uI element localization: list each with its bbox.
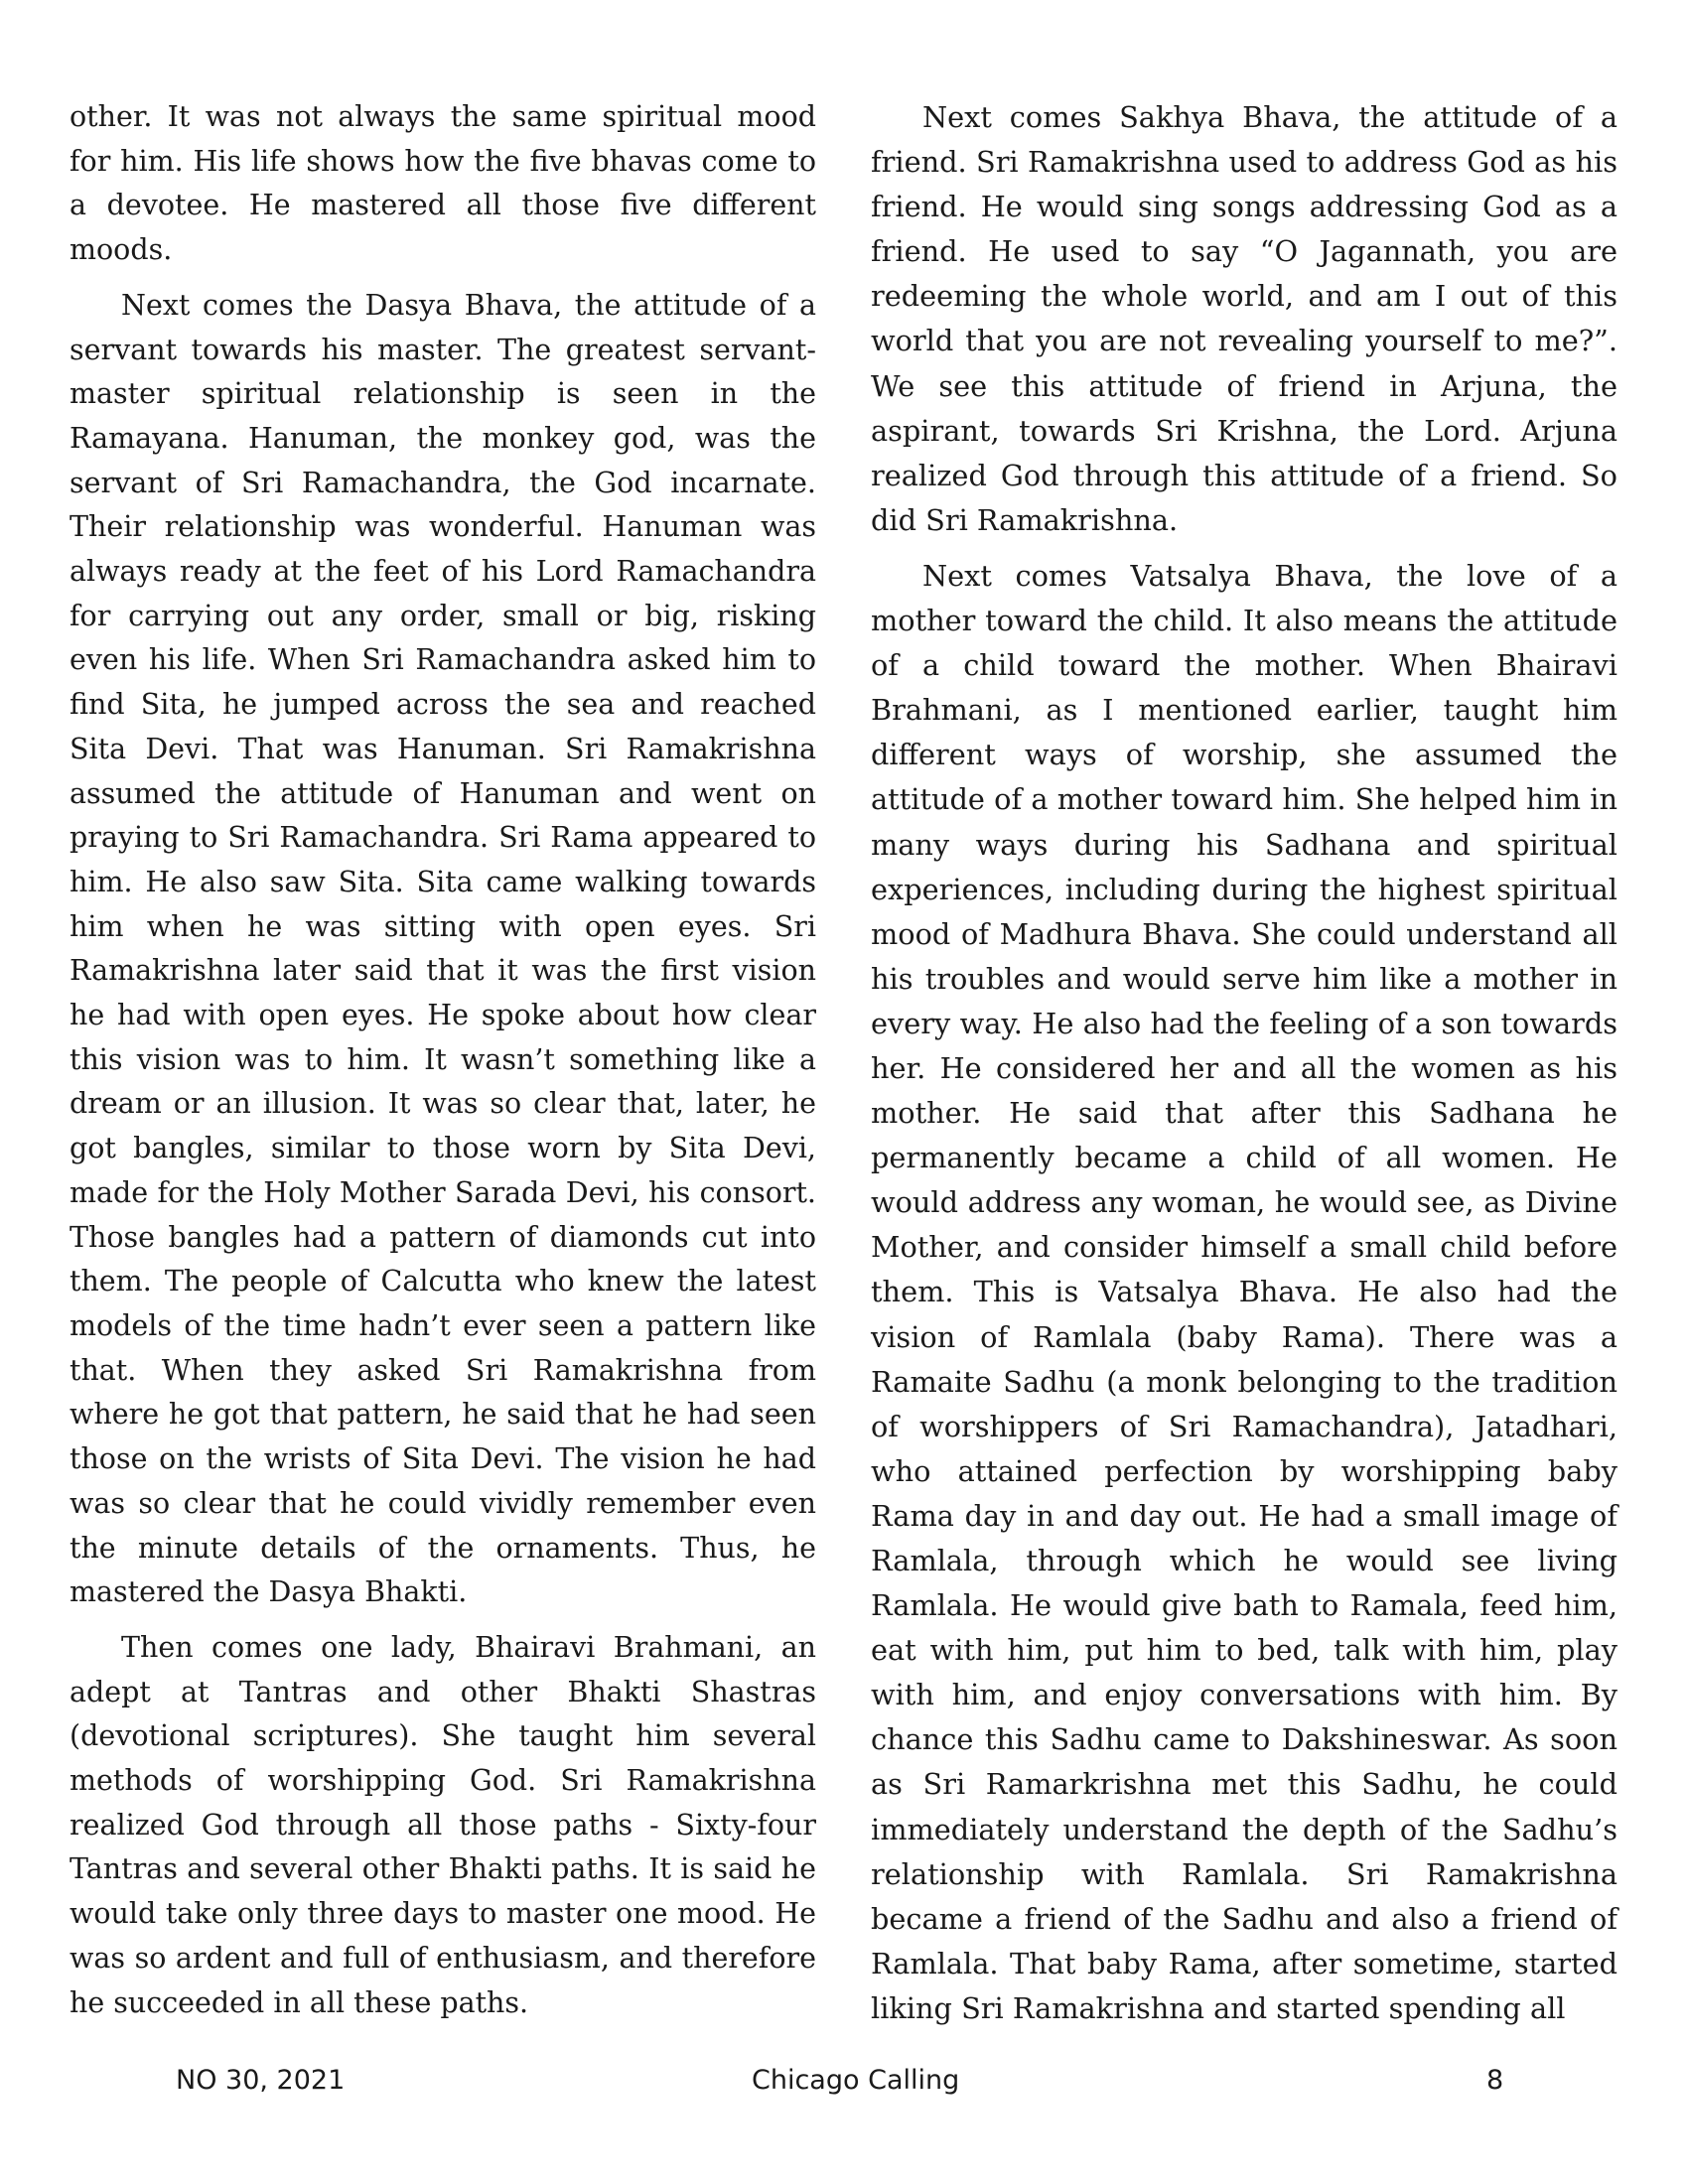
paragraph-dasya-bhava: Next comes the Dasya Bhava, the attitude of a servant towards his master. The greatest servant-master spiritual relationship is seen in the Ramayana. Hanuman, the monkey god, was the servant of Sri Ramachandra, the God incarnate. Their relationship was wonderful. Hanuman was always ready at the feet of his Lord Ramachandra for carrying out any order, small or big, risking even his life. When Sri Ramachandra asked him to find Sita, he jumped across the sea and reached Sita Devi. That was Hanuman. Sri Ramakrishna assumed the attitude of Hanuman and went on praying to Sri Ramachandra. Sri Rama appeared to him. He also saw Sita. Sita came walking towards him when he was sitting with open eyes. Sri Ramakrishna later said that it was the first vision he had with open eyes. He spoke about how clear this vision was to him. It wasn’t something like a dream or an illusion. It was so clear that, later, he got bangles, similar to those worn by Sita Devi, made for the Holy Mother Sarada Devi, his consort. Those bangles had a pattern of diamonds cut into them. The people of Calcutta who knew the latest models of the time hadn’t ever seen a pattern like that. When they asked Sri Ramakrishna from where he got that pattern, he said that he had seen those on the wrists of Sita Devi. The vision he had was so clear that he could vividly remember even the minute details of the ornaments. Thus, he mastered the Dasya Bhakti.: [70, 288, 816, 1609]
footer-page-number: 8: [1486, 2065, 1504, 2096]
footer-date: NO 30, 2021: [176, 2065, 346, 2096]
footer-publication-title: Chicago Calling: [752, 2065, 960, 2096]
paragraph-sakhya-bhava: Next comes Sakhya Bhava, the attitude of a friend. Sri Ramakrishna used to address God as his friend. He would sing songs addressing God as a friend. He used to say “O Jagannath, you are redeeming the whole world, and am I out of this world that you are not revealing yourself to me?”. We see this attitude of friend in Arjuna, the aspirant, towards Sri Krishna, the Lord. Arjuna realized God through this attitude of a friend. So did Sri Ramakrishna.: [871, 100, 1618, 537]
page-footer: [0, 2065, 1688, 2105]
right-text-column: [871, 95, 1618, 2042]
left-text-column: [70, 95, 816, 2036]
paragraph-bhairavi-brahmani: Then comes one lady, Bhairavi Brahmani, an adept at Tantras and other Bhakti Shastras (devotional scriptures). She taught him several methods of worshipping God. Sri Ramakrishna realized God through all those paths - Sixty-four Tantras and several other Bhakti paths. It is said he would take only three days to master one mood. He was so ardent and full of enthusiasm, and therefore he succeeded in all these paths.: [70, 1630, 816, 2019]
paragraph-continued: other. It was not always the same spiritual mood for him. His life shows how the five bhavas come to a devotee. He mastered all those five different moods.: [70, 100, 816, 267]
paragraph-vatsalya-bhava: Next comes Vatsalya Bhava, the love of a mother toward the child. It also means the attitude of a child toward the mother. When Bhairavi Brahmani, as I mentioned earlier, taught him different ways of worship, she assumed the attitude of a mother toward him. She helped him in many ways during his Sadhana and spiritual experiences, including during the highest spiritual mood of Madhura Bhava. She could understand all his troubles and would serve him like a mother in every way. He also had the feeling of a son towards her. He considered her and all the women as his mother. He said that after this Sadhana he permanently became a child of all women. He would address any woman, he would see, as Divine Mother, and consider himself a small child before them. This is Vatsalya Bhava. He also had the vision of Ramlala (baby Rama). There was a Ramaite Sadhu (a monk belonging to the tradition of worshippers of Sri Ramachandra), Jatadhari, who attained perfection by worshipping baby Rama day in and day out. He had a small image of Ramlala, through which he would see living Ramlala. He would give bath to Ramala, feed him, eat with him, put him to bed, talk with him, play with him, and enjoy conversations with him. By chance this Sadhu came to Dakshineswar. As soon as Sri Ramarkrishna met this Sadhu, he could immediately understand the depth of the Sadhu’s relationship with Ramlala. Sri Ramakrishna became a friend of the Sadhu and also a friend of Ramlala. That baby Rama, after sometime, started liking Sri Ramakrishna and started spending all: [871, 558, 1618, 2025]
